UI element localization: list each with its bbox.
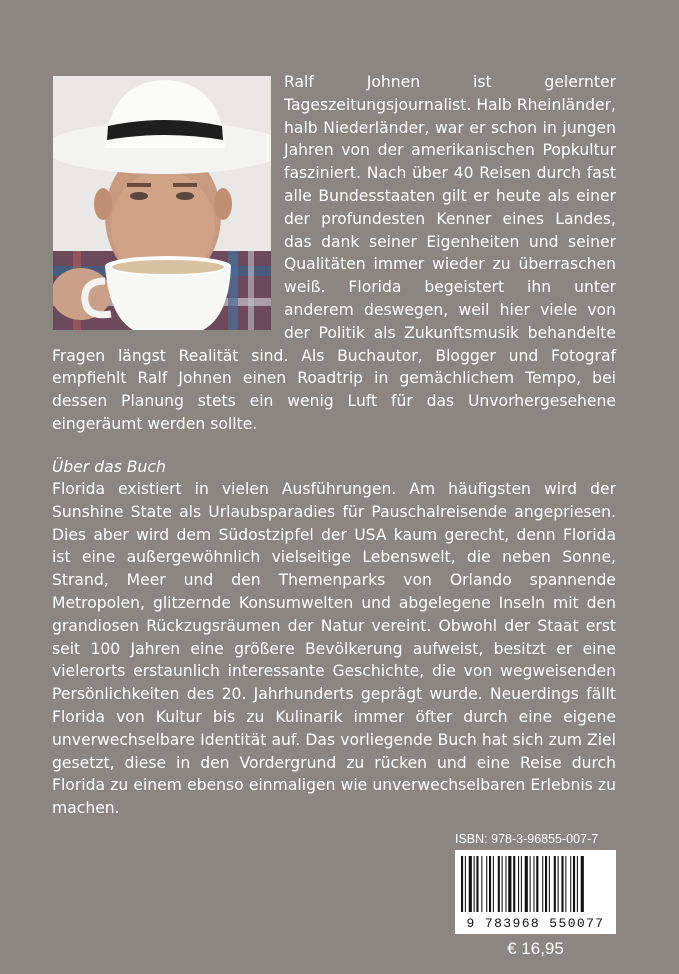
isbn-label: ISBN: 978-3-96855-007-7 [455,832,599,846]
barcode-bar [465,856,466,912]
barcode-bar [508,856,511,912]
barcode-bar [469,856,472,912]
barcode-bar [530,856,531,912]
about-book-heading: Über das Buch [52,458,166,476]
barcode-bars [455,850,616,914]
barcode-bar [542,856,543,912]
barcode-bar [570,856,571,912]
barcode-bar [489,856,491,912]
barcode-bar [525,856,528,912]
barcode-bar [561,856,563,912]
barcode-bar [565,856,566,912]
barcode-bar [476,856,478,912]
barcode-bar [513,856,515,912]
barcode-bar [498,856,500,912]
author-bio [52,71,616,436]
barcode-bar [545,856,547,912]
barcode-bar [581,856,584,912]
barcode-bar [549,856,550,912]
about-book-text: Florida existiert in vielen Ausführungen. Am häufigsten wird der Sunshine State als Urlaubsparadies für Pauschalreisende angepriesen. Dies aber wird dem Südostzipfel der USA kaum gerecht, denn Florida ist eine außergewöhnlich vielseitige Lebenswelt, die neben Sonne, Strand, Meer und den Themenparks von Orlando spannende Metropolen, glitzernde Konsumwelten und abgelegene Inseln mit den grandiosen Rückzugsräumen der Natur vereint. Obwohl der Staat erst seit 100 Jahren eine größere Bevölkerung aufweist, besitzt er eine vielerorts erstaunlich interessante Geschichte, die von wegweisenden Persönlichkeiten des 20. Jahrhunderts geprägt wurde. Neuerdings fällt Florida von Kultur bis zu Kulinarik immer öfter durch eine eigene unverwechselbare Identität auf. Das vorliegende Buch hat sich zum Ziel gesetzt, diese in den Vordergrund zu rücken und eine Reise durch Florida zu einem ebenso einmaligen wie unverwechselbaren Erlebnis zu machen. [52,480,616,818]
author-bio-text: Ralf Johnen ist gelernter Tageszeitungsjournalist. Halb Rheinländer, halb Niederländer, war er schon in jungen Jahren von der amerikanischen Popkultur fasziniert. Nach über 40 Reisen durch fast alle Bundesstaaten gilt er heute als einer der profundesten Kenner eines Landes, das dank seiner Eigenheiten und seiner Qualitäten immer wieder zu überraschen weiß. Florida begeistert ihn unter anderem deswegen, weil hier viele von der Politik als Zukunftsmusik behandelte Fragen längst Realität sind. Als Buchautor, Blogger und Fotograf empfiehlt Ralf Johnen einen Roadtrip in gemächlichem Tempo, bei dessen Planung stets ein wenig Luft für das Unvorhergesehene eingeräumt werden sollte. [52,73,616,433]
barcode-bar [505,856,506,912]
price: € 16,95 [507,939,564,958]
barcode-bar [533,856,534,912]
barcode-bar [521,856,522,912]
barcode-bar [558,856,559,912]
barcode-bar [474,856,475,912]
barcode-bar [518,856,519,912]
barcode-digits: 9 783968 550077 [466,916,605,931]
barcode-bar [573,856,575,912]
barcode-bar [554,856,556,912]
barcode-bar [493,856,494,912]
barcode-bar [481,856,482,912]
barcode-bar [502,856,503,912]
barcode-bar [536,856,538,912]
barcode-bar [461,856,463,912]
barcode-bar [577,856,578,912]
barcode-bar [486,856,487,912]
